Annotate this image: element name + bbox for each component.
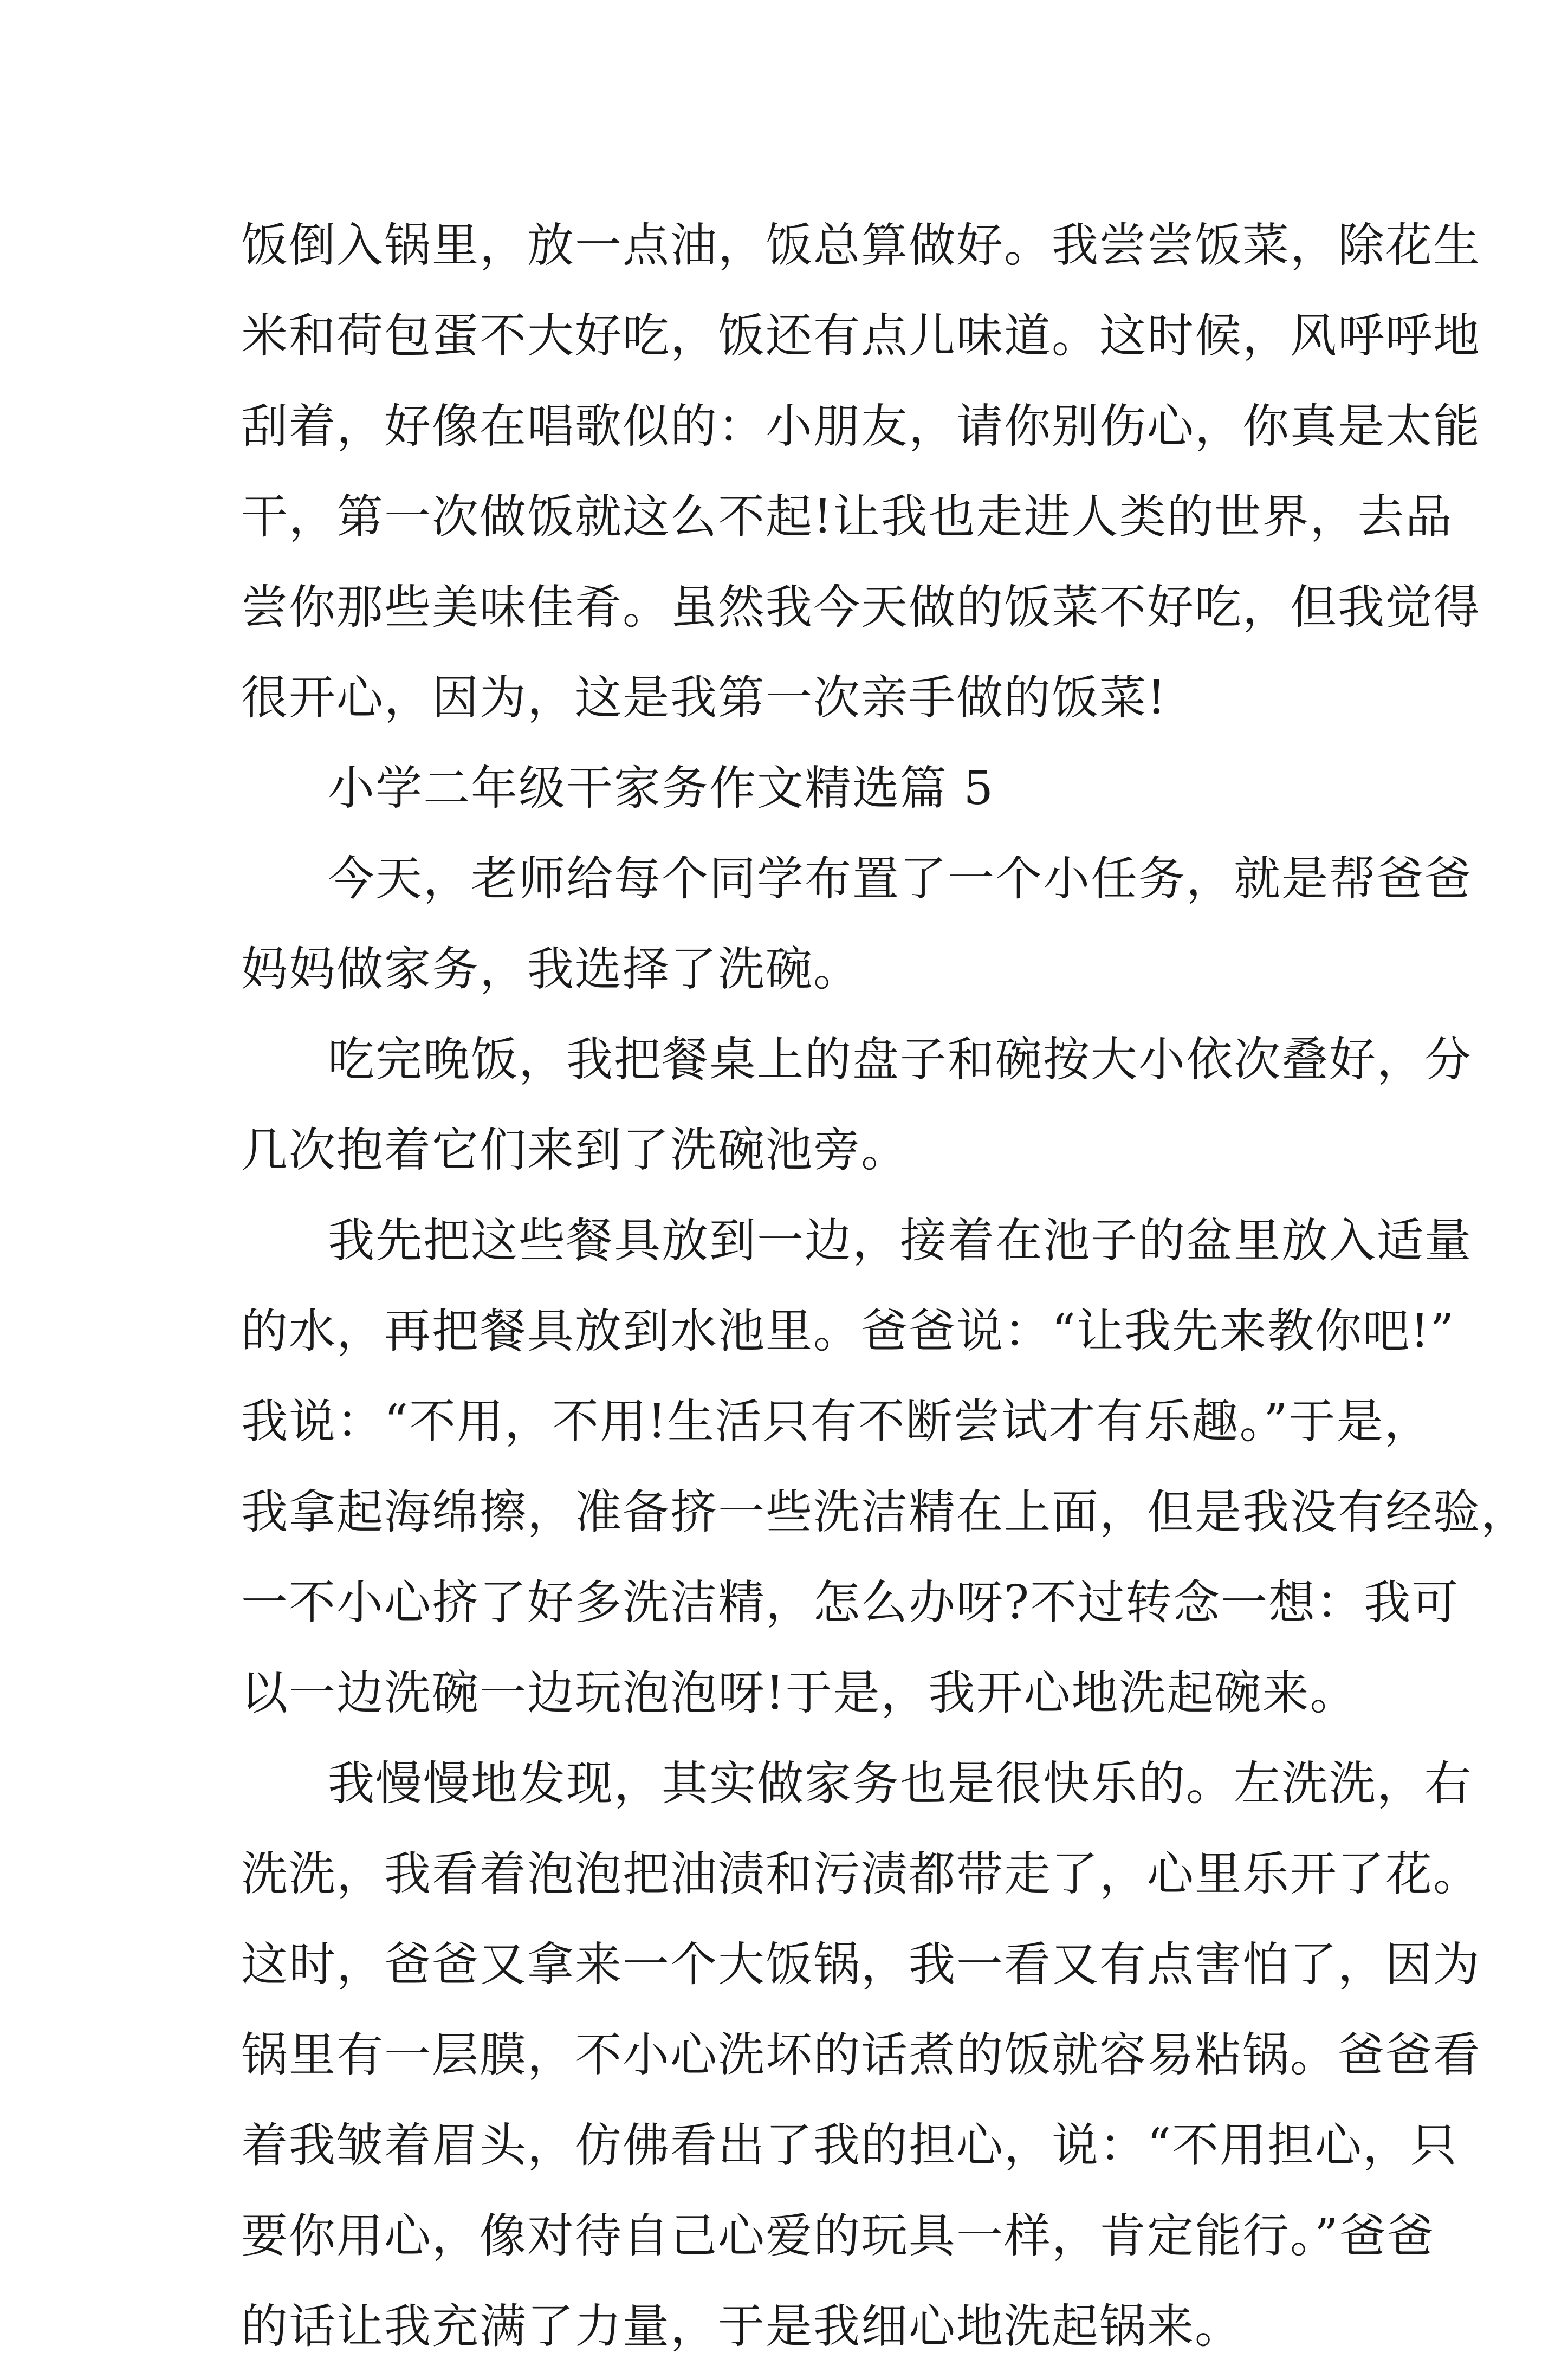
- text-line: 我拿起海绵擦，准备挤一些洗洁精在上面，但是我没有经验，: [241, 1485, 1528, 1539]
- text-line: 锅里有一层膜，不小心洗坏的话煮的饭就容易粘锅。爸爸看: [241, 2028, 1481, 2082]
- text-line: 几次抱着它们来到了洗碗池旁。: [241, 1123, 909, 1177]
- text-line: 着我皱着眉头，仿佛看出了我的担心，说：“不用担心，只: [241, 2118, 1458, 2173]
- text-line: 的水，再把餐具放到水池里。爸爸说：“让我先来教你吧!”: [241, 1304, 1455, 1358]
- text-line: 洗洗，我看着泡泡把油渍和污渍都带走了，心里乐开了花。: [241, 1847, 1481, 1901]
- text-line: 刮着，好像在唱歌似的：小朋友，请你别伤心，你真是太能: [241, 399, 1481, 453]
- text-line: 以一边洗碗一边玩泡泡呀!于是，我开心地洗起碗来。: [241, 1666, 1358, 1720]
- text-line: 妈妈做家务，我选择了洗碗。: [241, 942, 861, 996]
- text-line: 一不小心挤了好多洗洁精，怎么办呀?不过转念一想：我可: [241, 1576, 1460, 1630]
- section-heading: 小学二年级干家务作文精选篇 5: [328, 761, 995, 815]
- text-line: 尝你那些美味佳肴。虽然我今天做的饭菜不好吃，但我觉得: [241, 580, 1481, 634]
- text-line: 干，第一次做饭就这么不起!让我也走进人类的世界，去品: [241, 490, 1453, 544]
- text-line: 今天，老师给每个同学布置了一个小任务，就是帮爸爸: [328, 852, 1472, 906]
- text-line: 米和荷包蛋不大好吃，饭还有点儿味道。这时候，风呼呼地: [241, 309, 1481, 363]
- text-line: 我先把这些餐具放到一边，接着在池子的盆里放入适量: [328, 1214, 1472, 1268]
- text-line: 这时，爸爸又拿来一个大饭锅，我一看又有点害怕了，因为: [241, 1937, 1481, 1992]
- text-line: 我说：“不用，不用!生活只有不断尝试才有乐趣。”于是，: [241, 1395, 1432, 1449]
- text-line: 吃完晚饭，我把餐桌上的盘子和碗按大小依次叠好，分: [328, 1033, 1472, 1087]
- document-body: [241, 200, 1528, 2372]
- text-line: 的话让我充满了力量，于是我细心地洗起锅来。: [241, 2299, 1242, 2354]
- text-line: 饭倒入锅里，放一点油，饭总算做好。我尝尝饭菜，除花生: [241, 218, 1481, 273]
- text-line: 很开心，因为，这是我第一次亲手做的饭菜!: [241, 671, 1167, 725]
- text-line: 我慢慢地发现，其实做家务也是很快乐的。左洗洗，右: [328, 1757, 1472, 1811]
- text-line: 要你用心，像对待自己心爱的玩具一样，肯定能行。”爸爸: [241, 2209, 1435, 2263]
